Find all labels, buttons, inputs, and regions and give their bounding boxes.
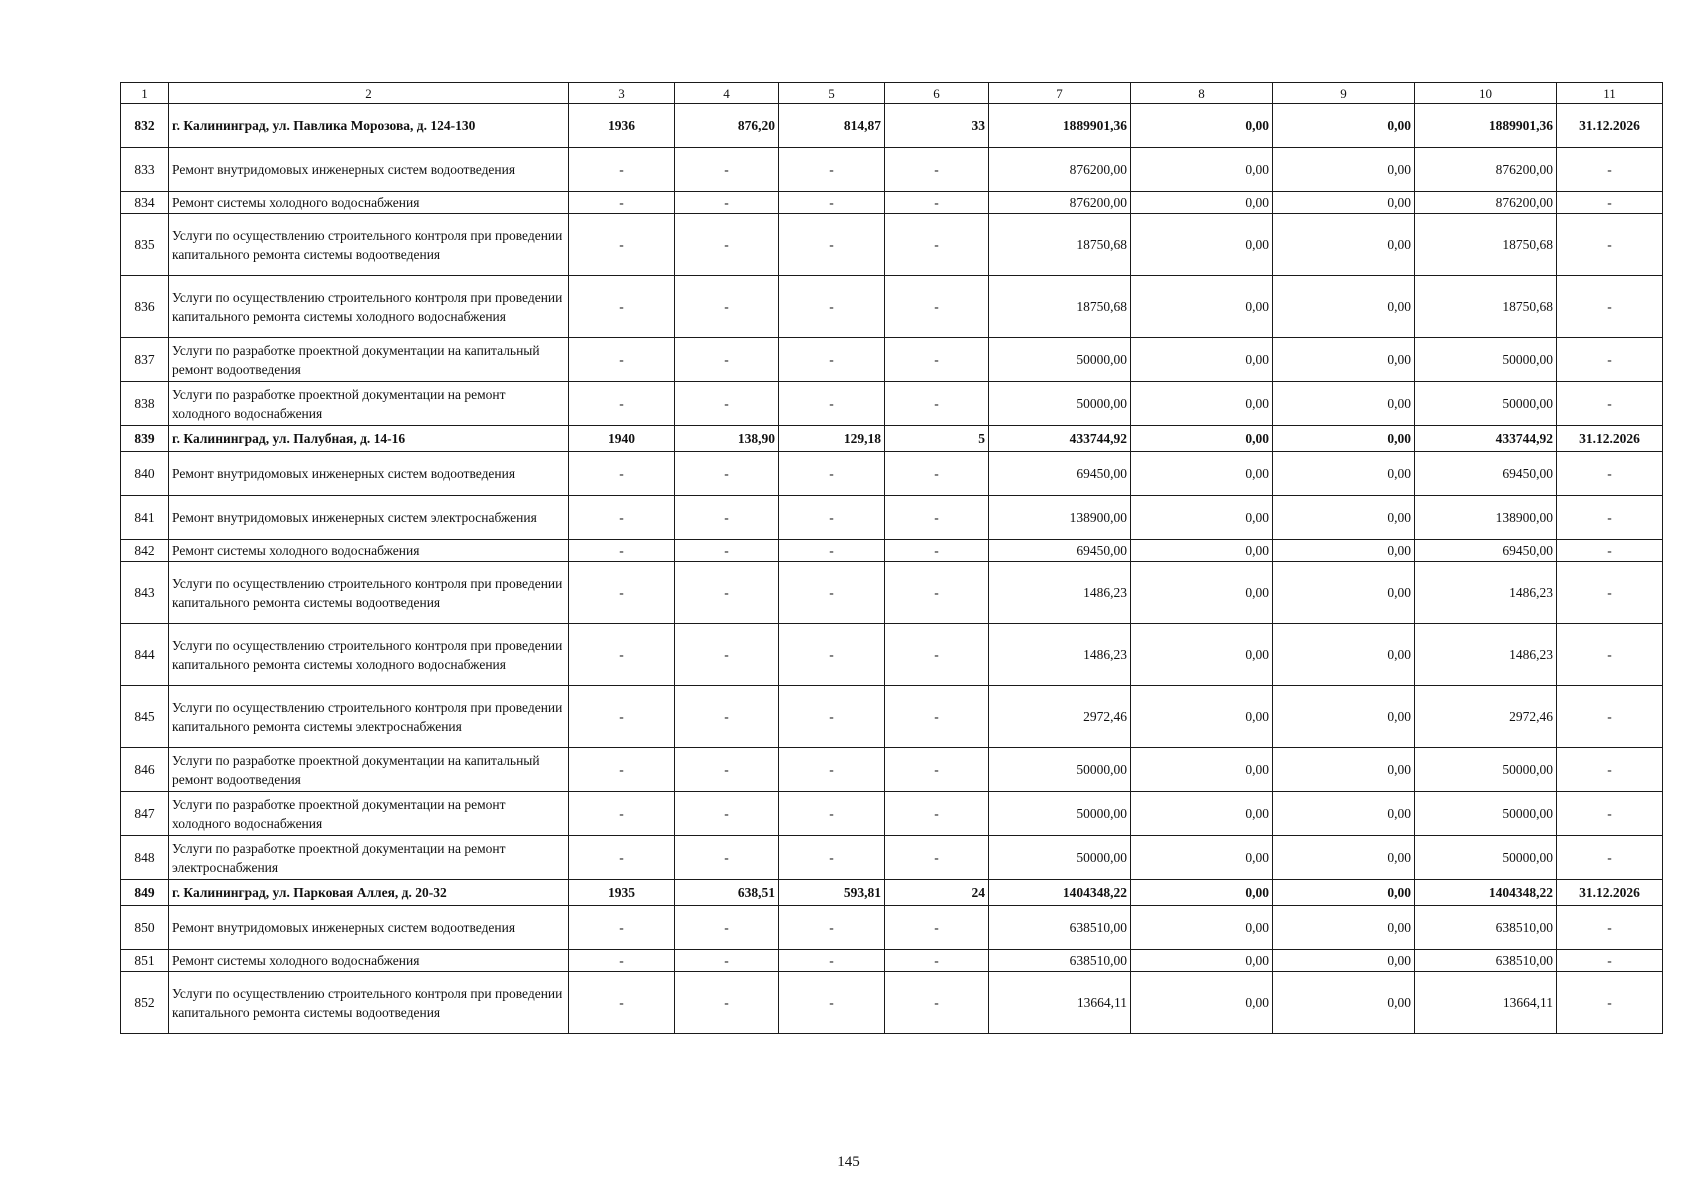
cell-col9: 0,00 — [1273, 104, 1415, 148]
cell-col8: 0,00 — [1131, 192, 1273, 214]
cell-col9: 0,00 — [1273, 452, 1415, 496]
cell-col8: 0,00 — [1131, 338, 1273, 382]
cell-col6: - — [885, 338, 989, 382]
cell-col4: - — [675, 452, 779, 496]
cell-year: - — [569, 452, 675, 496]
cell-col5: - — [779, 214, 885, 276]
cell-col9: 0,00 — [1273, 148, 1415, 192]
cell-col6: - — [885, 562, 989, 624]
cell-col7: 876200,00 — [989, 192, 1131, 214]
cell-col9: 0,00 — [1273, 382, 1415, 426]
cell-year: - — [569, 624, 675, 686]
cell-deadline: - — [1557, 748, 1663, 792]
cell-col7: 50000,00 — [989, 748, 1131, 792]
cell-col5: - — [779, 792, 885, 836]
cell-col6: 24 — [885, 880, 989, 906]
table-row — [121, 214, 1663, 276]
cell-col8: 0,00 — [1131, 950, 1273, 972]
cell-col4: - — [675, 540, 779, 562]
row-name: Услуги по осуществлению строительного контроля при проведении капитального ремонта системы электроснабжения — [169, 686, 569, 748]
cell-year: 1940 — [569, 426, 675, 452]
cell-col5: - — [779, 748, 885, 792]
cell-deadline: - — [1557, 148, 1663, 192]
row-name: Услуги по осуществлению строительного контроля при проведении капитального ремонта системы водоотведения — [169, 562, 569, 624]
cell-col6: 33 — [885, 104, 989, 148]
row-name: Услуги по осуществлению строительного контроля при проведении капитального ремонта системы холодного водоснабжения — [169, 276, 569, 338]
cell-deadline: - — [1557, 214, 1663, 276]
header-cell: 10 — [1415, 83, 1557, 104]
row-number: 845 — [121, 686, 169, 748]
cell-col8: 0,00 — [1131, 452, 1273, 496]
cell-col7: 50000,00 — [989, 338, 1131, 382]
table-row — [121, 748, 1663, 792]
table-row — [121, 686, 1663, 748]
table-row — [121, 382, 1663, 426]
cell-col4: 138,90 — [675, 426, 779, 452]
cell-col5: 593,81 — [779, 880, 885, 906]
cell-col9: 0,00 — [1273, 426, 1415, 452]
row-number: 850 — [121, 906, 169, 950]
cell-col8: 0,00 — [1131, 214, 1273, 276]
cell-col5: - — [779, 906, 885, 950]
table-row — [121, 276, 1663, 338]
row-name: г. Калининград, ул. Парковая Аллея, д. 20-32 — [169, 880, 569, 906]
row-name: Ремонт системы холодного водоснабжения — [169, 540, 569, 562]
cell-col5: - — [779, 686, 885, 748]
cell-deadline: - — [1557, 338, 1663, 382]
cell-col5: - — [779, 540, 885, 562]
cell-col7: 433744,92 — [989, 426, 1131, 452]
cell-col8: 0,00 — [1131, 748, 1273, 792]
cell-col10: 69450,00 — [1415, 452, 1557, 496]
row-number: 833 — [121, 148, 169, 192]
cell-col7: 1404348,22 — [989, 880, 1131, 906]
cell-col7: 638510,00 — [989, 906, 1131, 950]
cell-col9: 0,00 — [1273, 338, 1415, 382]
table-row — [121, 906, 1663, 950]
cell-col4: - — [675, 192, 779, 214]
table-row — [121, 836, 1663, 880]
cell-col10: 433744,92 — [1415, 426, 1557, 452]
cell-col4: - — [675, 276, 779, 338]
table-row — [121, 562, 1663, 624]
cell-deadline: - — [1557, 906, 1663, 950]
cell-col8: 0,00 — [1131, 426, 1273, 452]
cell-col5: - — [779, 950, 885, 972]
cell-col10: 1404348,22 — [1415, 880, 1557, 906]
header-cell: 5 — [779, 83, 885, 104]
cell-year: - — [569, 192, 675, 214]
cell-year: - — [569, 382, 675, 426]
row-number: 837 — [121, 338, 169, 382]
header-cell: 4 — [675, 83, 779, 104]
cell-col8: 0,00 — [1131, 540, 1273, 562]
cell-year: 1936 — [569, 104, 675, 148]
header-cell: 9 — [1273, 83, 1415, 104]
cell-col7: 18750,68 — [989, 276, 1131, 338]
column-number-header — [121, 83, 1663, 104]
cell-col6: 5 — [885, 426, 989, 452]
table-row — [121, 452, 1663, 496]
cell-col6: - — [885, 748, 989, 792]
row-name: г. Калининград, ул. Павлика Морозова, д. 124-130 — [169, 104, 569, 148]
cell-col7: 50000,00 — [989, 382, 1131, 426]
cell-col8: 0,00 — [1131, 624, 1273, 686]
cell-deadline: - — [1557, 686, 1663, 748]
cell-col9: 0,00 — [1273, 562, 1415, 624]
row-number: 844 — [121, 624, 169, 686]
cell-deadline: 31.12.2026 — [1557, 104, 1663, 148]
cell-deadline: 31.12.2026 — [1557, 880, 1663, 906]
cell-col6: - — [885, 624, 989, 686]
cell-col10: 50000,00 — [1415, 748, 1557, 792]
cell-col10: 876200,00 — [1415, 192, 1557, 214]
cell-col7: 638510,00 — [989, 950, 1131, 972]
header-cell: 2 — [169, 83, 569, 104]
cell-col8: 0,00 — [1131, 686, 1273, 748]
cell-col9: 0,00 — [1273, 214, 1415, 276]
cell-col9: 0,00 — [1273, 880, 1415, 906]
cell-col8: 0,00 — [1131, 104, 1273, 148]
cell-col4: - — [675, 624, 779, 686]
cell-col6: - — [885, 214, 989, 276]
cell-col8: 0,00 — [1131, 562, 1273, 624]
cell-year: - — [569, 276, 675, 338]
cell-col8: 0,00 — [1131, 972, 1273, 1034]
cell-col10: 638510,00 — [1415, 950, 1557, 972]
cell-col9: 0,00 — [1273, 496, 1415, 540]
cell-col8: 0,00 — [1131, 880, 1273, 906]
cell-col4: - — [675, 792, 779, 836]
cell-deadline: - — [1557, 540, 1663, 562]
cell-col9: 0,00 — [1273, 540, 1415, 562]
cell-year: - — [569, 836, 675, 880]
row-number: 835 — [121, 214, 169, 276]
cell-col5: - — [779, 148, 885, 192]
row-name: Услуги по разработке проектной документации на ремонт холодного водоснабжения — [169, 382, 569, 426]
row-number: 846 — [121, 748, 169, 792]
cell-col4: - — [675, 214, 779, 276]
cell-col6: - — [885, 540, 989, 562]
table-row — [121, 338, 1663, 382]
cell-col10: 13664,11 — [1415, 972, 1557, 1034]
cell-col4: - — [675, 382, 779, 426]
cell-col4: 638,51 — [675, 880, 779, 906]
cell-deadline: - — [1557, 792, 1663, 836]
cell-col10: 638510,00 — [1415, 906, 1557, 950]
cell-col7: 138900,00 — [989, 496, 1131, 540]
cell-col5: - — [779, 338, 885, 382]
cell-col6: - — [885, 792, 989, 836]
row-number: 847 — [121, 792, 169, 836]
table-row — [121, 148, 1663, 192]
cell-year: - — [569, 338, 675, 382]
cell-col4: - — [675, 972, 779, 1034]
cell-col4: - — [675, 148, 779, 192]
cell-year: - — [569, 950, 675, 972]
row-number: 843 — [121, 562, 169, 624]
cell-col5: - — [779, 192, 885, 214]
cell-col7: 1486,23 — [989, 624, 1131, 686]
cell-col5: - — [779, 276, 885, 338]
cell-col9: 0,00 — [1273, 950, 1415, 972]
header-cell: 6 — [885, 83, 989, 104]
cell-col4: - — [675, 562, 779, 624]
cell-col8: 0,00 — [1131, 148, 1273, 192]
header-cell: 1 — [121, 83, 169, 104]
cell-col5: - — [779, 562, 885, 624]
cell-col6: - — [885, 972, 989, 1034]
cell-year: - — [569, 562, 675, 624]
cell-year: - — [569, 148, 675, 192]
cell-col9: 0,00 — [1273, 686, 1415, 748]
cell-col9: 0,00 — [1273, 792, 1415, 836]
row-number: 852 — [121, 972, 169, 1034]
cell-col9: 0,00 — [1273, 624, 1415, 686]
cell-col10: 1486,23 — [1415, 624, 1557, 686]
cell-deadline: - — [1557, 192, 1663, 214]
row-name: Ремонт внутридомовых инженерных систем водоотведения — [169, 906, 569, 950]
row-number: 848 — [121, 836, 169, 880]
cell-col10: 50000,00 — [1415, 338, 1557, 382]
cell-deadline: - — [1557, 836, 1663, 880]
cell-col6: - — [885, 148, 989, 192]
cell-col9: 0,00 — [1273, 276, 1415, 338]
cell-col5: 129,18 — [779, 426, 885, 452]
cell-col6: - — [885, 906, 989, 950]
cell-year: - — [569, 748, 675, 792]
table-row-address — [121, 426, 1663, 452]
table-row — [121, 792, 1663, 836]
cell-col5: - — [779, 496, 885, 540]
cell-col9: 0,00 — [1273, 748, 1415, 792]
cell-year: - — [569, 686, 675, 748]
row-name: Ремонт внутридомовых инженерных систем водоотведения — [169, 452, 569, 496]
table-row — [121, 540, 1663, 562]
row-name: Услуги по осуществлению строительного контроля при проведении капитального ремонта системы холодного водоснабжения — [169, 624, 569, 686]
row-name: Ремонт внутридомовых инженерных систем водоотведения — [169, 148, 569, 192]
cell-col4: 876,20 — [675, 104, 779, 148]
row-number: 840 — [121, 452, 169, 496]
cell-col8: 0,00 — [1131, 792, 1273, 836]
cell-col8: 0,00 — [1131, 276, 1273, 338]
cell-deadline: - — [1557, 950, 1663, 972]
row-name: Услуги по осуществлению строительного контроля при проведении капитального ремонта системы водоотведения — [169, 214, 569, 276]
row-name: г. Калининград, ул. Палубная, д. 14-16 — [169, 426, 569, 452]
cell-col7: 1486,23 — [989, 562, 1131, 624]
cell-col6: - — [885, 496, 989, 540]
cell-col8: 0,00 — [1131, 906, 1273, 950]
cell-col10: 876200,00 — [1415, 148, 1557, 192]
cell-col5: - — [779, 452, 885, 496]
cell-year: 1935 — [569, 880, 675, 906]
cell-year: - — [569, 496, 675, 540]
cell-year: - — [569, 540, 675, 562]
cell-col7: 13664,11 — [989, 972, 1131, 1034]
cell-col10: 50000,00 — [1415, 836, 1557, 880]
cell-deadline: - — [1557, 562, 1663, 624]
cell-col7: 2972,46 — [989, 686, 1131, 748]
cell-deadline: - — [1557, 972, 1663, 1034]
cell-col5: - — [779, 382, 885, 426]
cell-col9: 0,00 — [1273, 906, 1415, 950]
cell-col10: 138900,00 — [1415, 496, 1557, 540]
header-cell: 7 — [989, 83, 1131, 104]
header-cell: 8 — [1131, 83, 1273, 104]
cell-col10: 69450,00 — [1415, 540, 1557, 562]
cell-col10: 50000,00 — [1415, 792, 1557, 836]
cell-year: - — [569, 792, 675, 836]
cell-col6: - — [885, 382, 989, 426]
cell-col10: 50000,00 — [1415, 382, 1557, 426]
cell-col6: - — [885, 950, 989, 972]
row-name: Ремонт системы холодного водоснабжения — [169, 192, 569, 214]
cell-col5: - — [779, 836, 885, 880]
table-row — [121, 950, 1663, 972]
cell-col5: - — [779, 624, 885, 686]
row-number: 842 — [121, 540, 169, 562]
row-number: 836 — [121, 276, 169, 338]
row-number: 851 — [121, 950, 169, 972]
cell-col10: 2972,46 — [1415, 686, 1557, 748]
row-name: Ремонт системы холодного водоснабжения — [169, 950, 569, 972]
cell-col9: 0,00 — [1273, 192, 1415, 214]
cell-col4: - — [675, 950, 779, 972]
cell-col6: - — [885, 686, 989, 748]
cell-deadline: - — [1557, 452, 1663, 496]
cell-col7: 876200,00 — [989, 148, 1131, 192]
cell-col4: - — [675, 496, 779, 540]
row-number: 849 — [121, 880, 169, 906]
header-cell: 3 — [569, 83, 675, 104]
table-row-address — [121, 880, 1663, 906]
cell-col4: - — [675, 338, 779, 382]
cell-deadline: - — [1557, 276, 1663, 338]
table-row — [121, 496, 1663, 540]
cell-deadline: 31.12.2026 — [1557, 426, 1663, 452]
cell-col9: 0,00 — [1273, 836, 1415, 880]
cell-year: - — [569, 906, 675, 950]
cell-col5: 814,87 — [779, 104, 885, 148]
row-name: Ремонт внутридомовых инженерных систем электроснабжения — [169, 496, 569, 540]
cell-col7: 18750,68 — [989, 214, 1131, 276]
cell-col4: - — [675, 836, 779, 880]
cell-deadline: - — [1557, 496, 1663, 540]
table-row — [121, 624, 1663, 686]
cell-col8: 0,00 — [1131, 382, 1273, 426]
cell-deadline: - — [1557, 382, 1663, 426]
row-name: Услуги по разработке проектной документации на капитальный ремонт водоотведения — [169, 338, 569, 382]
row-number: 834 — [121, 192, 169, 214]
cell-col4: - — [675, 686, 779, 748]
table-row-address — [121, 104, 1663, 148]
row-number: 838 — [121, 382, 169, 426]
row-number: 841 — [121, 496, 169, 540]
cell-col6: - — [885, 452, 989, 496]
row-number: 832 — [121, 104, 169, 148]
row-name: Услуги по разработке проектной документации на капитальный ремонт водоотведения — [169, 748, 569, 792]
cell-col10: 18750,68 — [1415, 276, 1557, 338]
cell-col5: - — [779, 972, 885, 1034]
cell-col10: 18750,68 — [1415, 214, 1557, 276]
cell-year: - — [569, 214, 675, 276]
table-row — [121, 192, 1663, 214]
cell-col10: 1486,23 — [1415, 562, 1557, 624]
cell-col7: 1889901,36 — [989, 104, 1131, 148]
cell-col4: - — [675, 748, 779, 792]
row-name: Услуги по разработке проектной документации на ремонт электроснабжения — [169, 836, 569, 880]
cell-col6: - — [885, 836, 989, 880]
row-name: Услуги по разработке проектной документации на ремонт холодного водоснабжения — [169, 792, 569, 836]
cell-col6: - — [885, 192, 989, 214]
cell-col8: 0,00 — [1131, 496, 1273, 540]
row-name: Услуги по осуществлению строительного контроля при проведении капитального ремонта системы водоотведения — [169, 972, 569, 1034]
cell-col6: - — [885, 276, 989, 338]
table-row — [121, 972, 1663, 1034]
cell-year: - — [569, 972, 675, 1034]
cell-col8: 0,00 — [1131, 836, 1273, 880]
page-number: 145 — [837, 1154, 860, 1170]
cell-col9: 0,00 — [1273, 972, 1415, 1034]
capital-repair-table — [120, 82, 1663, 1034]
cell-col10: 1889901,36 — [1415, 104, 1557, 148]
cell-deadline: - — [1557, 624, 1663, 686]
cell-col7: 69450,00 — [989, 452, 1131, 496]
row-number: 839 — [121, 426, 169, 452]
header-cell: 11 — [1557, 83, 1663, 104]
cell-col7: 69450,00 — [989, 540, 1131, 562]
cell-col7: 50000,00 — [989, 792, 1131, 836]
cell-col4: - — [675, 906, 779, 950]
cell-col7: 50000,00 — [989, 836, 1131, 880]
